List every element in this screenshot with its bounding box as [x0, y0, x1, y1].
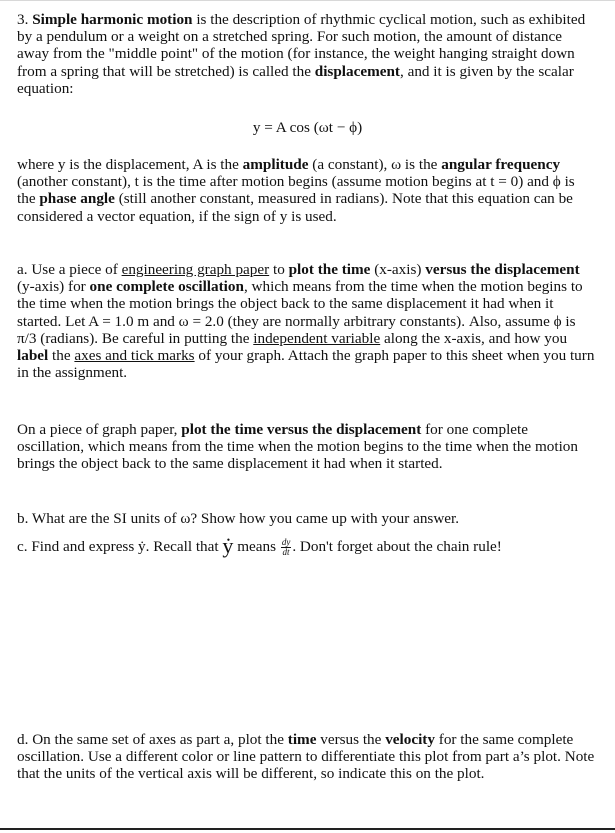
- part-d-text-3: for the same complete oscillation. Use a different color or line pattern to differentiate this plot from part a’s plot. Note that the units of the vertical axis will be different, so indicate this on the plot.: [17, 731, 595, 783]
- part-a-text-4: (y-axis) for: [17, 278, 90, 296]
- y-dot-symbol: ẏ: [222, 533, 234, 558]
- part-a-text-6: along the x-axis, and how you: [380, 329, 568, 347]
- engineering-graph-paper-term: engineering graph paper: [121, 261, 270, 278]
- part-b: b. What are the SI units of ω? Show how you came up with your answer.: [17, 510, 460, 527]
- part-a-text-5: , which means from the time when the motion begins to the time when the motion brings the object back to the same displacement it had when it started. Let A = 1.0 m and ω = 2.0 (they are normally arbitrary constants). Also, assume ϕ is π/3 (radians). Be careful in putting the: [17, 278, 583, 347]
- top-divider: [0, 0, 615, 1]
- label-term: label: [17, 347, 49, 365]
- part-c-text-1: c. Find and express ẏ. Recall that: [17, 538, 223, 555]
- intro-text-1: is the description of rhythmic cyclical motion, such as exhibited by a pendulum or a weight on a stretched spring. For such motion, the amount of distance away from the "middle point" of the motion (for instance, the weight hanging straight down from a spring that will be stretched) is called the: [17, 11, 586, 80]
- term-displacement: displacement: [314, 62, 400, 80]
- part-d: [17, 731, 597, 783]
- part-d-text-2: versus the: [316, 731, 386, 748]
- part-a-text-8: of your graph. Attach the graph paper to this sheet when you turn in the assignment.: [17, 347, 595, 382]
- variable-definitions: [17, 156, 597, 225]
- term-phase-angle: phase angle: [39, 190, 115, 208]
- plot-time-vs-displacement-term: plot the time versus the displacement: [181, 421, 422, 438]
- part-d-text-1: d. On the same set of axes as part a, plot the: [17, 731, 288, 748]
- where-text-4: (still another constant, measured in radians). Note that this equation can be considered a vector equation, if the sign of y is used.: [17, 190, 573, 225]
- time-term: time: [287, 731, 317, 748]
- displacement-equation: y = A cos (ωt − ϕ): [252, 119, 363, 136]
- part-c-text-2: means: [233, 538, 280, 555]
- where-text-2: (a constant), ω is the: [308, 156, 442, 173]
- independent-variable-term: independent variable: [253, 329, 381, 347]
- fraction-denominator: dt: [282, 547, 290, 558]
- intro-text-2: , and it is given by the scalar equation:: [17, 62, 574, 97]
- one-complete-oscillation-term: one complete oscillation: [89, 278, 244, 296]
- alt-text-2: for one complete oscillation, which means from the time when the motion begins to the time when the motion brings the object back to the same displacement it had when it started.: [17, 421, 578, 473]
- question-3-intro: [17, 11, 597, 97]
- where-text-1: where y is the displacement, A is the: [17, 156, 243, 173]
- dy-dt-fraction: [281, 538, 292, 557]
- fraction-numerator: dy: [281, 537, 291, 548]
- alternate-plot-instruction: [17, 421, 597, 473]
- where-text-3: (another constant), t is the time after motion begins (assume motion begins at t = 0) and ϕ is the: [17, 173, 575, 208]
- alt-text-1: On a piece of graph paper,: [17, 421, 182, 438]
- plot-the-time-term: plot the time: [288, 261, 371, 278]
- part-a-text-2: to: [269, 261, 289, 278]
- part-c-text-3: . Don't forget about the chain rule!: [292, 538, 502, 555]
- part-a: [17, 261, 597, 381]
- axes-tick-marks-term: axes and tick marks: [74, 347, 195, 365]
- part-a-text-3: (x-axis): [370, 261, 426, 278]
- bottom-divider: [0, 828, 615, 830]
- term-angular-frequency: angular frequency: [441, 156, 561, 173]
- part-c: [17, 533, 597, 558]
- part-a-text-1: a. Use a piece of: [17, 261, 122, 278]
- term-amplitude: amplitude: [242, 156, 309, 173]
- part-a-text-7: the: [48, 347, 75, 365]
- question-number: 3.: [17, 11, 33, 28]
- term-simple-harmonic-motion: Simple harmonic motion: [32, 11, 193, 28]
- velocity-term: velocity: [385, 731, 435, 748]
- versus-displacement-term: versus the displacement: [425, 261, 580, 278]
